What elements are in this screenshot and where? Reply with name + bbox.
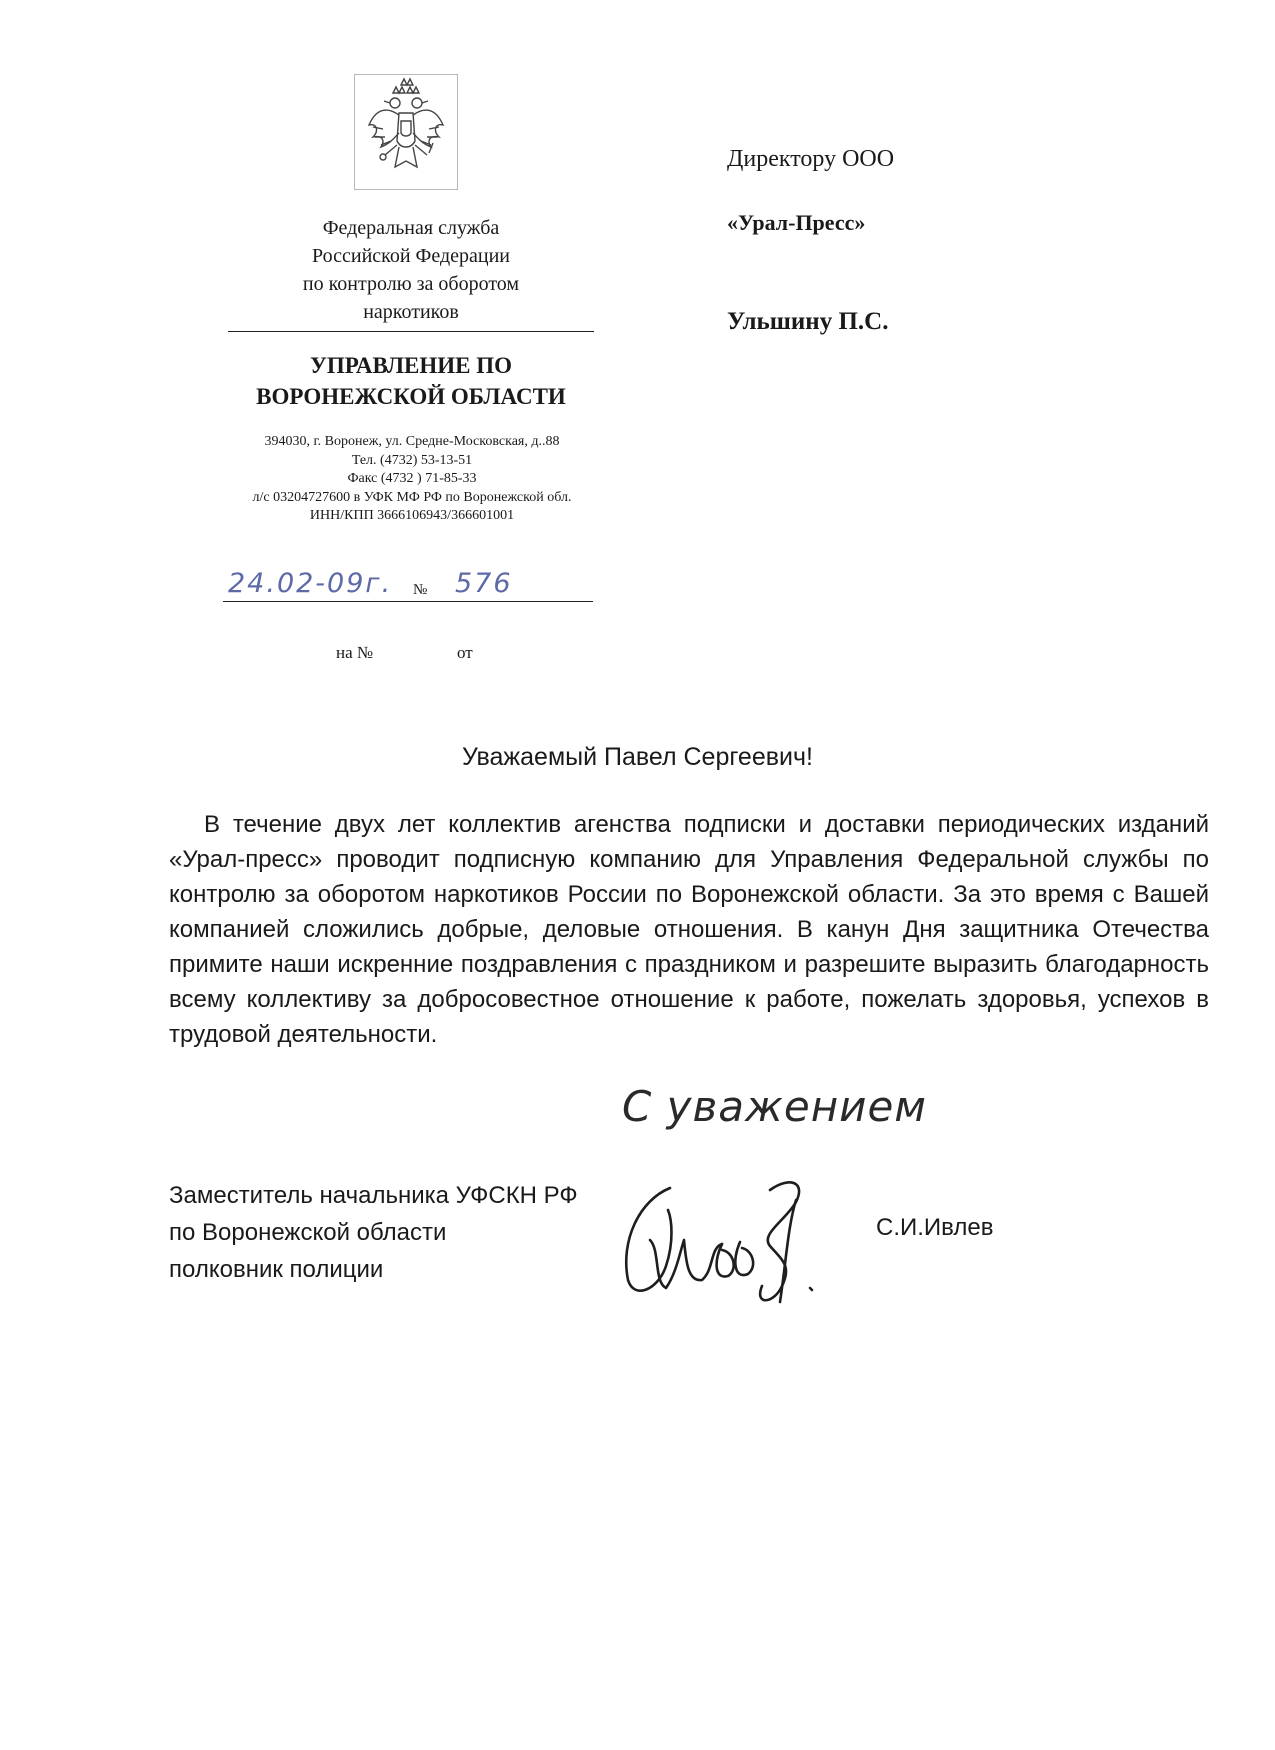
- handwritten-number: 576: [455, 568, 513, 599]
- signer-name: С.И.Ивлев: [876, 1214, 994, 1241]
- reference-from-label: от: [457, 643, 473, 662]
- date-underline: [223, 601, 593, 602]
- number-sign: №: [413, 582, 428, 598]
- contact-line: Факс (4732 ) 71-85-33: [347, 471, 477, 486]
- agency-line: наркотиков: [363, 301, 459, 323]
- contact-line: л/с 03204727600 в УФК МФ РФ по Воронежской обл.: [252, 489, 572, 505]
- contact-line: ИНН/КПП 3666106943/366601001: [309, 508, 515, 523]
- addressee-name: Ульшину П.С.: [727, 308, 889, 335]
- addressee-company: «Урал-Пресс»: [727, 210, 866, 235]
- contact-line: 394030, г. Воронеж, ул. Средне-Московская, д..88: [264, 434, 560, 449]
- handwritten-closing: С уважением: [622, 1082, 927, 1131]
- agency-name: [226, 214, 596, 326]
- reference-number-label: на №: [336, 643, 374, 662]
- contact-line: Тел. (4732) 53-13-51: [351, 452, 473, 468]
- department-line: УПРАВЛЕНИЕ ПО: [309, 353, 513, 378]
- agency-line: Российской Федерации: [311, 245, 511, 267]
- emblem-frame: [354, 74, 458, 190]
- date-number-line: [223, 568, 593, 608]
- department-line: ВОРОНЕЖСКОЙ ОБЛАСТИ: [256, 384, 566, 409]
- double-headed-eagle-emblem-icon: [355, 75, 457, 189]
- handwritten-date: 24.02-09г.: [228, 568, 393, 599]
- addressee-position: Директору ООО: [727, 146, 895, 172]
- signatory-title-line: Заместитель начальника УФСКН РФ: [169, 1182, 578, 1209]
- agency-line: по контролю за оборотом: [302, 273, 520, 295]
- salutation: Уважаемый Павел Сергеевич!: [462, 743, 813, 771]
- department-name: [226, 350, 596, 412]
- contact-details: [206, 433, 618, 526]
- agency-line: Федеральная служба: [322, 217, 500, 239]
- signatory-title-line: по Воронежской области: [169, 1219, 447, 1246]
- letter-body: В течение двух лет коллектив агенства подписки и доставки периодических изданий «Урал-пресс» проводит подписную компанию для Управления Федеральной службы по контролю за оборотом наркотиков России по Воронежской области. За это время с Вашей компанией сложились добрые, деловые отношения. В канун Дня защитника Отечества примите наши искренние поздравления с праздником и разрешите выразить благодарность всему коллективу за добросовестное отношение к работе, пожелать здоровья, успехов в трудовой деятельности.: [169, 811, 1209, 1048]
- handwritten-signature-icon: [610, 1170, 855, 1315]
- letterhead-divider: [228, 331, 594, 332]
- signatory-title: [169, 1177, 578, 1288]
- signatory-title-line: полковник полиции: [169, 1256, 384, 1283]
